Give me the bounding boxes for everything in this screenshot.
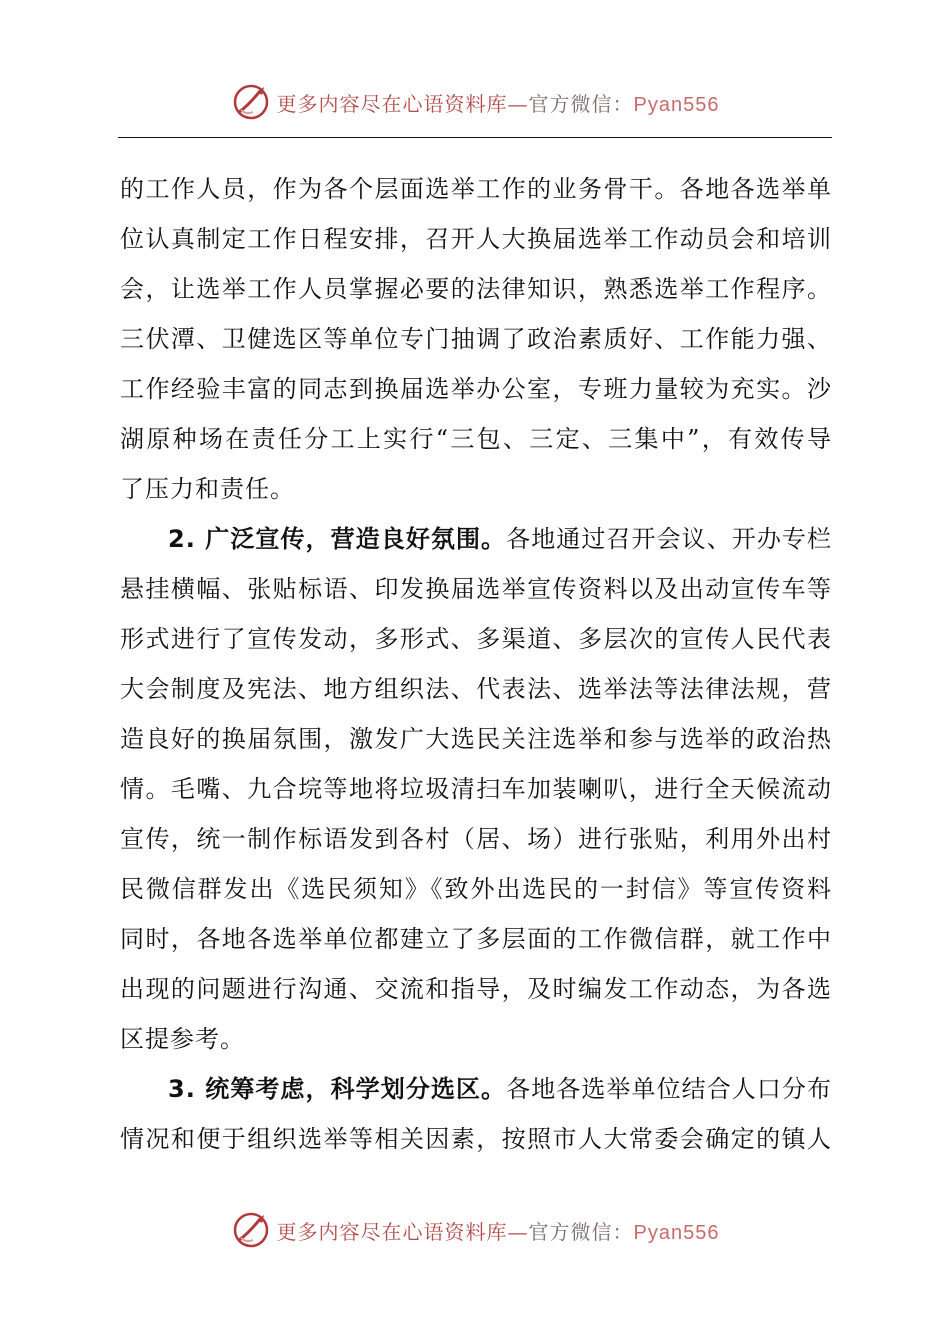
body-line: 会，让选举工作人员掌握必要的法律知识，熟悉选举工作程序。	[120, 275, 832, 303]
body-line: 出现的问题进行沟通、交流和指导，及时编发工作动态，为各选	[120, 975, 832, 1003]
body-line: 位认真制定工作日程安排，召开人大换届选举工作动员会和培训	[120, 225, 832, 253]
body-line: 宣传，统一制作标语发到各村（居、场）进行张贴，利用外出村	[120, 825, 832, 853]
section-3-first-line	[120, 1064, 832, 1114]
body-line: 情况和便于组织选举等相关因素，按照市人大常委会确定的镇人	[120, 1125, 832, 1153]
footer-banner	[0, 1208, 950, 1252]
body-line: 悬挂横幅、张贴标语、印发换届选举宣传资料以及出动宣传车等	[120, 575, 832, 603]
pen-logo-icon	[231, 82, 271, 122]
banner-separator: —	[507, 91, 529, 116]
document-body	[120, 164, 832, 1164]
body-line: 造良好的换届氛围，激发广大选民关注选举和参与选举的政治热	[120, 725, 832, 753]
body-line: 三伏潭、卫健选区等单位专门抽调了政治素质好、工作能力强、	[120, 325, 832, 353]
banner-wechat-id: Pyan556	[633, 1221, 720, 1244]
body-line: 区提参考。	[120, 1025, 245, 1053]
body-line: 湖原种场在责任分工上实行“三包、三定、三集中”，有效传导	[120, 425, 832, 453]
body-line: 同时，各地各选举单位都建立了多层面的工作微信群，就工作中	[120, 925, 832, 953]
body-line: 工作经验丰富的同志到换届选举办公室，专班力量较为充实。沙	[120, 375, 832, 403]
banner-main-text: 更多内容尽在心语资料库	[276, 1219, 508, 1244]
body-line: 民微信群发出《选民须知》《致外出选民的一封信》等宣传资料	[120, 875, 832, 903]
body-line: 了压力和责任。	[120, 475, 295, 503]
pen-logo-icon	[231, 1210, 271, 1250]
banner-main-text: 更多内容尽在心语资料库	[276, 91, 508, 116]
banner-wechat-id: Pyan556	[633, 93, 720, 116]
section-3-heading: 3. 统筹考虑，科学划分选区。	[168, 1075, 507, 1103]
section-2-first-line	[120, 514, 832, 564]
banner-official-label: 官方微信：	[528, 1219, 634, 1244]
body-line: 形式进行了宣传发动，多形式、多渠道、多层次的宣传人民代表	[120, 625, 832, 653]
header-banner-text	[277, 88, 720, 117]
header-divider	[118, 137, 832, 138]
banner-separator: —	[507, 1219, 529, 1244]
section-2-heading: 2. 广泛宣传，营造良好氛围。	[168, 525, 507, 553]
section-3-first-line-text: 各地各选举单位结合人口分布	[506, 1075, 833, 1103]
body-line: 的工作人员，作为各个层面选举工作的业务骨干。各地各选举单	[120, 175, 832, 203]
header-banner	[0, 80, 950, 124]
footer-banner-text	[277, 1216, 720, 1245]
body-line: 大会制度及宪法、地方组织法、代表法、选举法等法律法规，营	[120, 675, 832, 703]
section-2-first-line-text: 各地通过召开会议、开办专栏	[506, 525, 833, 553]
banner-official-label: 官方微信：	[528, 91, 634, 116]
body-line: 情。毛嘴、九合垸等地将垃圾清扫车加装喇叭，进行全天候流动	[120, 775, 832, 803]
